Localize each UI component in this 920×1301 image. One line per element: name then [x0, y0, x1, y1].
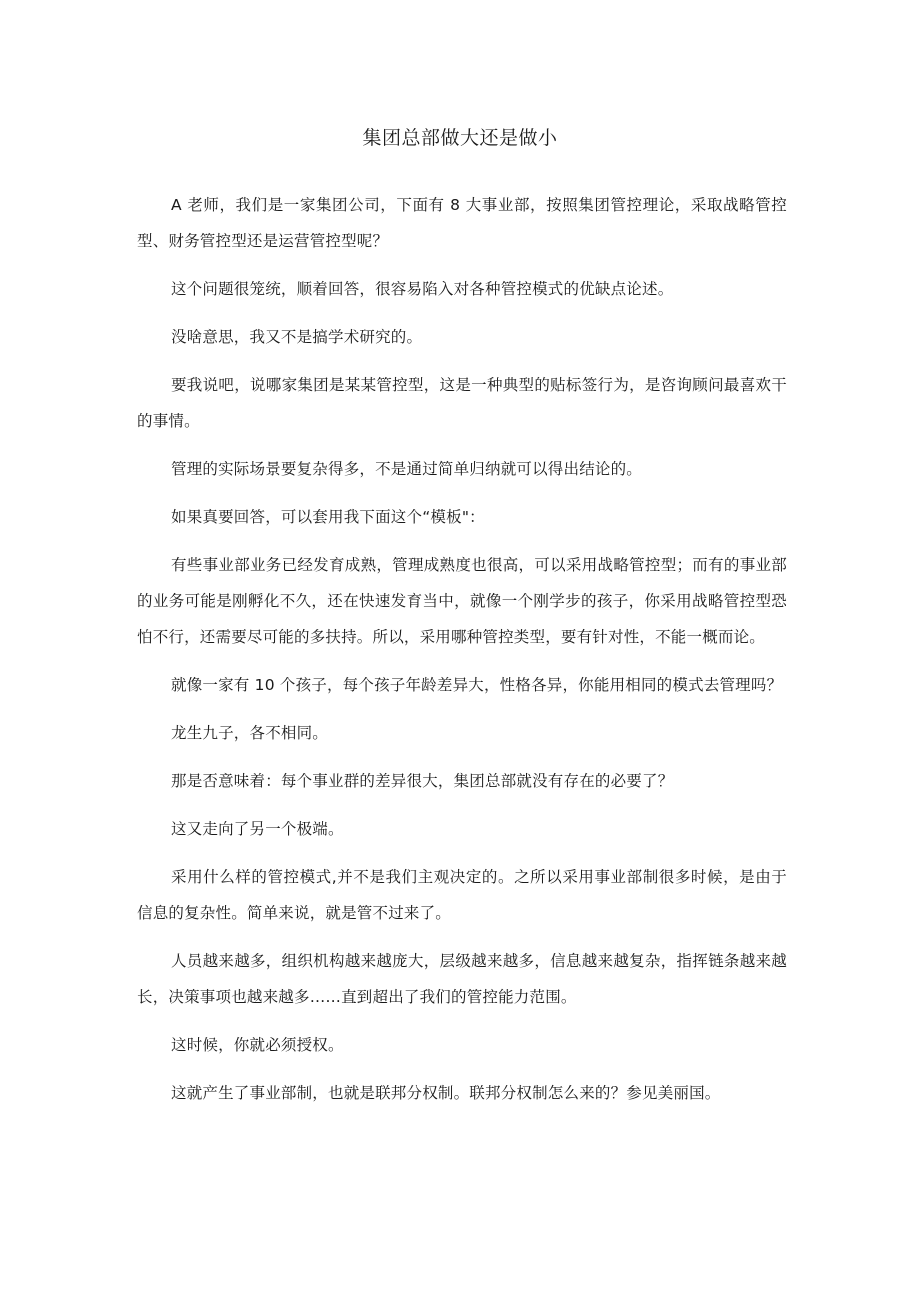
paragraph: 采用什么样的管控模式,并不是我们主观决定的。之所以采用事业部制很多时候，是由于信息的复杂性。简单来说，就是管不过来了。	[137, 868, 787, 922]
paragraph: 这就产生了事业部制，也就是联邦分权制。联邦分权制怎么来的？参见美丽国。	[171, 1084, 721, 1102]
paragraph: A 老师，我们是一家集团公司，下面有 8 大事业部，按照集团管控理论，采取战略管控型、财务管控型还是运营管控型呢？	[137, 196, 787, 250]
paragraph: 有些事业部业务已经发育成熟，管理成熟度也很高，可以采用战略管控型；而有的事业部的业务可能是刚孵化不久，还在快速发育当中，就像一个刚学步的孩子，你采用战略管控型恐怕不行，还需要尽可能的多扶持。所以，采用哪种管控类型，要有针对性，不能一概而论。	[137, 556, 787, 646]
paragraph: 如果真要回答，可以套用我下面这个“模板"：	[171, 508, 485, 526]
paragraph: 管理的实际场景要复杂得多，不是通过简单归纳就可以得出结论的。	[171, 460, 643, 478]
paragraph: 要我说吧，说哪家集团是某某管控型，这是一种典型的贴标签行为，是咨询顾问最喜欢干的事情。	[137, 376, 787, 430]
paragraph: 人员越来越多，组织机构越来越庞大，层级越来越多，信息越来越复杂，指挥链条越来越长，决策事项也越来越多……直到超出了我们的管控能力范围。	[137, 952, 787, 1006]
document-title: 集团总部做大还是做小	[362, 127, 558, 149]
paragraph: 这又走向了另一个极端。	[171, 820, 344, 838]
paragraph: 就像一家有 10 个孩子，每个孩子年龄差异大，性格各异，你能用相同的模式去管理吗？	[171, 676, 783, 694]
paragraph: 这个问题很笼统，顺着回答，很容易陷入对各种管控模式的优缺点论述。	[171, 280, 674, 298]
paragraph: 没啥意思，我又不是搞学术研究的。	[171, 328, 423, 346]
paragraph: 这时候，你就必须授权。	[171, 1036, 344, 1054]
document-body	[137, 187, 787, 1123]
paragraph: 那是否意味着：每个事业群的差异很大，集团总部就没有存在的必要了？	[171, 772, 674, 790]
paragraph: 龙生九子，各不相同。	[171, 724, 329, 742]
